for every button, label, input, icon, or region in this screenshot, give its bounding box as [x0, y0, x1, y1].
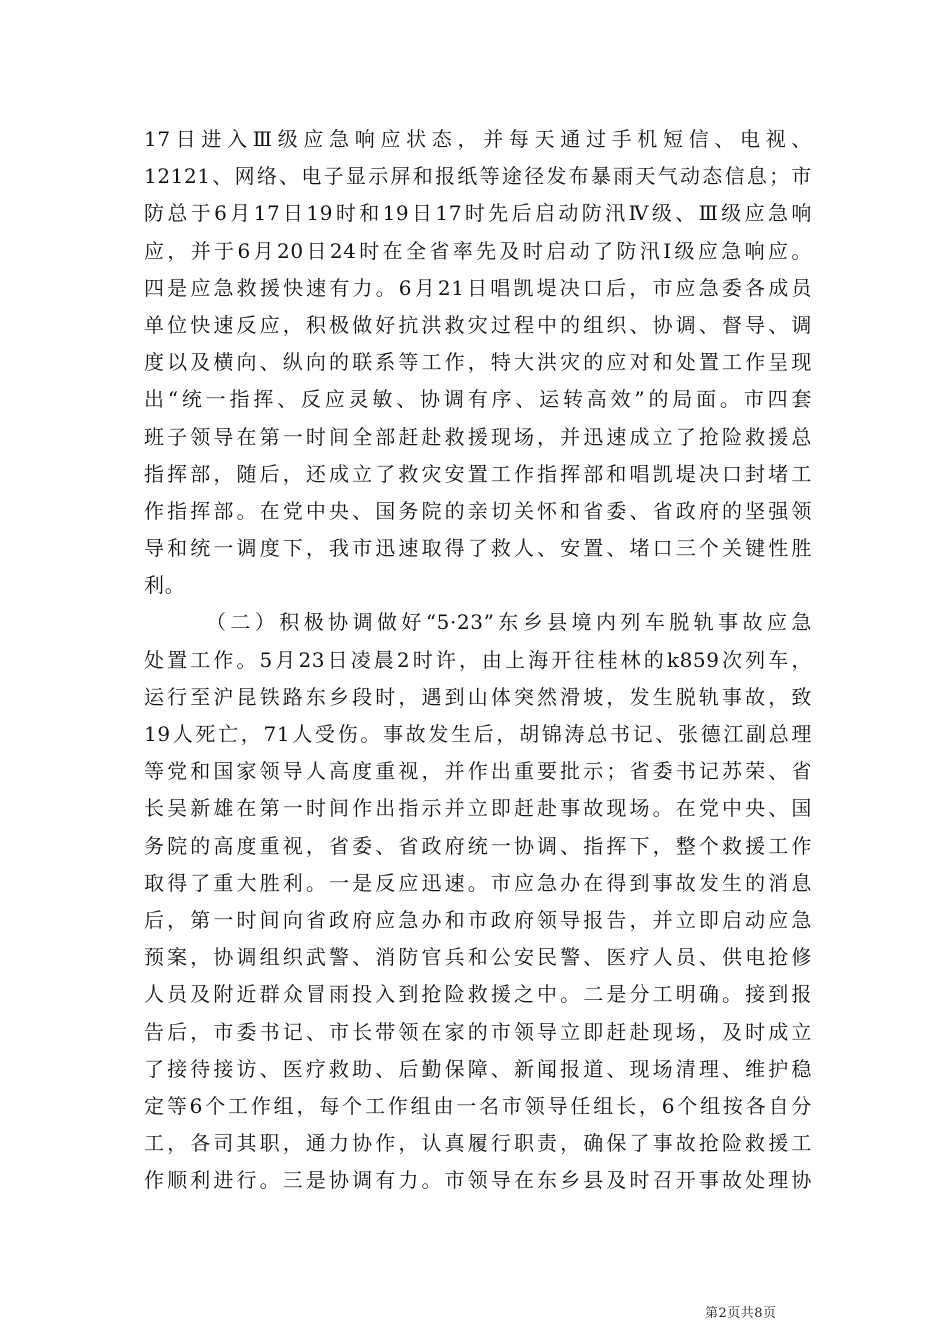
text-line: 出“统一指挥、反应灵敏、协调有序、运转高效”的局面。市四套 [144, 387, 812, 412]
text-line: 四是应急救援快速有力。6月21日唱凯堤决口后，市应急委各成员 [144, 275, 812, 300]
text-line: 后，第一时间向省政府应急办和市政府领导报告，并立即启动应急 [144, 907, 812, 932]
text-line: 17日进入Ⅲ级应急响应状态，并每天通过手机短信、电视、 [144, 127, 812, 151]
text-line: 应，并于6月20日24时在全省率先及时启动了防汛Ⅰ级应急响应。 [144, 238, 812, 263]
text-line: 取得了重大胜利。一是反应迅速。市应急办在得到事故发生的消息 [144, 870, 812, 895]
text-line: 定等6个工作组，每个工作组由一名市领导任组长，6个组按各自分 [144, 1093, 812, 1118]
page-indicator: 第2页共8页 [705, 1306, 777, 1321]
text-line: 班子领导在第一时间全部赶赴救援现场，并迅速成立了抢险救援总 [144, 424, 812, 449]
text-line: 单位快速反应，积极做好抗洪救灾过程中的组织、协调、督导、调 [144, 312, 812, 337]
text-line: 工，各司其职，通力协作，认真履行职责，确保了事故抢险救援工 [144, 1131, 812, 1156]
text-line: 指挥部，随后，还成立了救灾安置工作指挥部和唱凯堤决口封堵工 [144, 461, 812, 486]
text-line: 导和统一调度下，我市迅速取得了救人、安置、堵口三个关键性胜 [144, 536, 812, 561]
text-line: 运行至沪昆铁路东乡段时，遇到山体突然滑坡，发生脱轨事故，致 [144, 684, 812, 709]
paragraph-heading-line: （二）积极协调做好“5·23”东乡县境内列车脱轨事故应急 [206, 610, 812, 635]
text-line: 长吴新雄在第一时间作出指示并立即赶赴事故现场。在党中央、国 [144, 796, 812, 821]
text-line: 务院的高度重视，省委、省政府统一协调、指挥下，整个救援工作 [144, 833, 812, 858]
text-line: 处置工作。5月23日凌晨2时许，由上海开往桂林的k859次列车， [144, 647, 812, 672]
body-text [144, 121, 812, 1199]
text-line: 12121、网络、电子显示屏和报纸等途径发布暴雨天气动态信息；市 [144, 164, 812, 189]
text-line: 19人死亡，71人受伤。事故发生后，胡锦涛总书记、张德江副总理 [144, 722, 812, 746]
text-line: 利。 [144, 573, 186, 598]
text-line: 作指挥部。在党中央、国务院的亲切关怀和省委、省政府的坚强领 [144, 498, 812, 523]
text-line: 告后，市委书记、市长带领在家的市领导立即赶赴现场，及时成立 [144, 1019, 812, 1044]
text-line: 等党和国家领导人高度重视，并作出重要批示；省委书记苏荣、省 [144, 759, 812, 784]
text-line: 了接待接访、医疗救助、后勤保障、新闻报道、现场清理、维护稳 [144, 1056, 812, 1081]
text-line: 防总于6月17日19时和19日17时先后启动防汛Ⅳ级、Ⅲ级应急响 [144, 201, 812, 226]
text-line: 度以及横向、纵向的联系等工作，特大洪灾的应对和处置工作呈现 [144, 350, 812, 375]
text-line: 预案，协调组织武警、消防官兵和公安民警、医疗人员、供电抢修 [144, 945, 812, 970]
text-line: 人员及附近群众冒雨投入到抢险救援之中。二是分工明确。接到报 [144, 982, 812, 1007]
text-line: 作顺利进行。三是协调有力。市领导在东乡县及时召开事故处理协 [144, 1168, 812, 1193]
